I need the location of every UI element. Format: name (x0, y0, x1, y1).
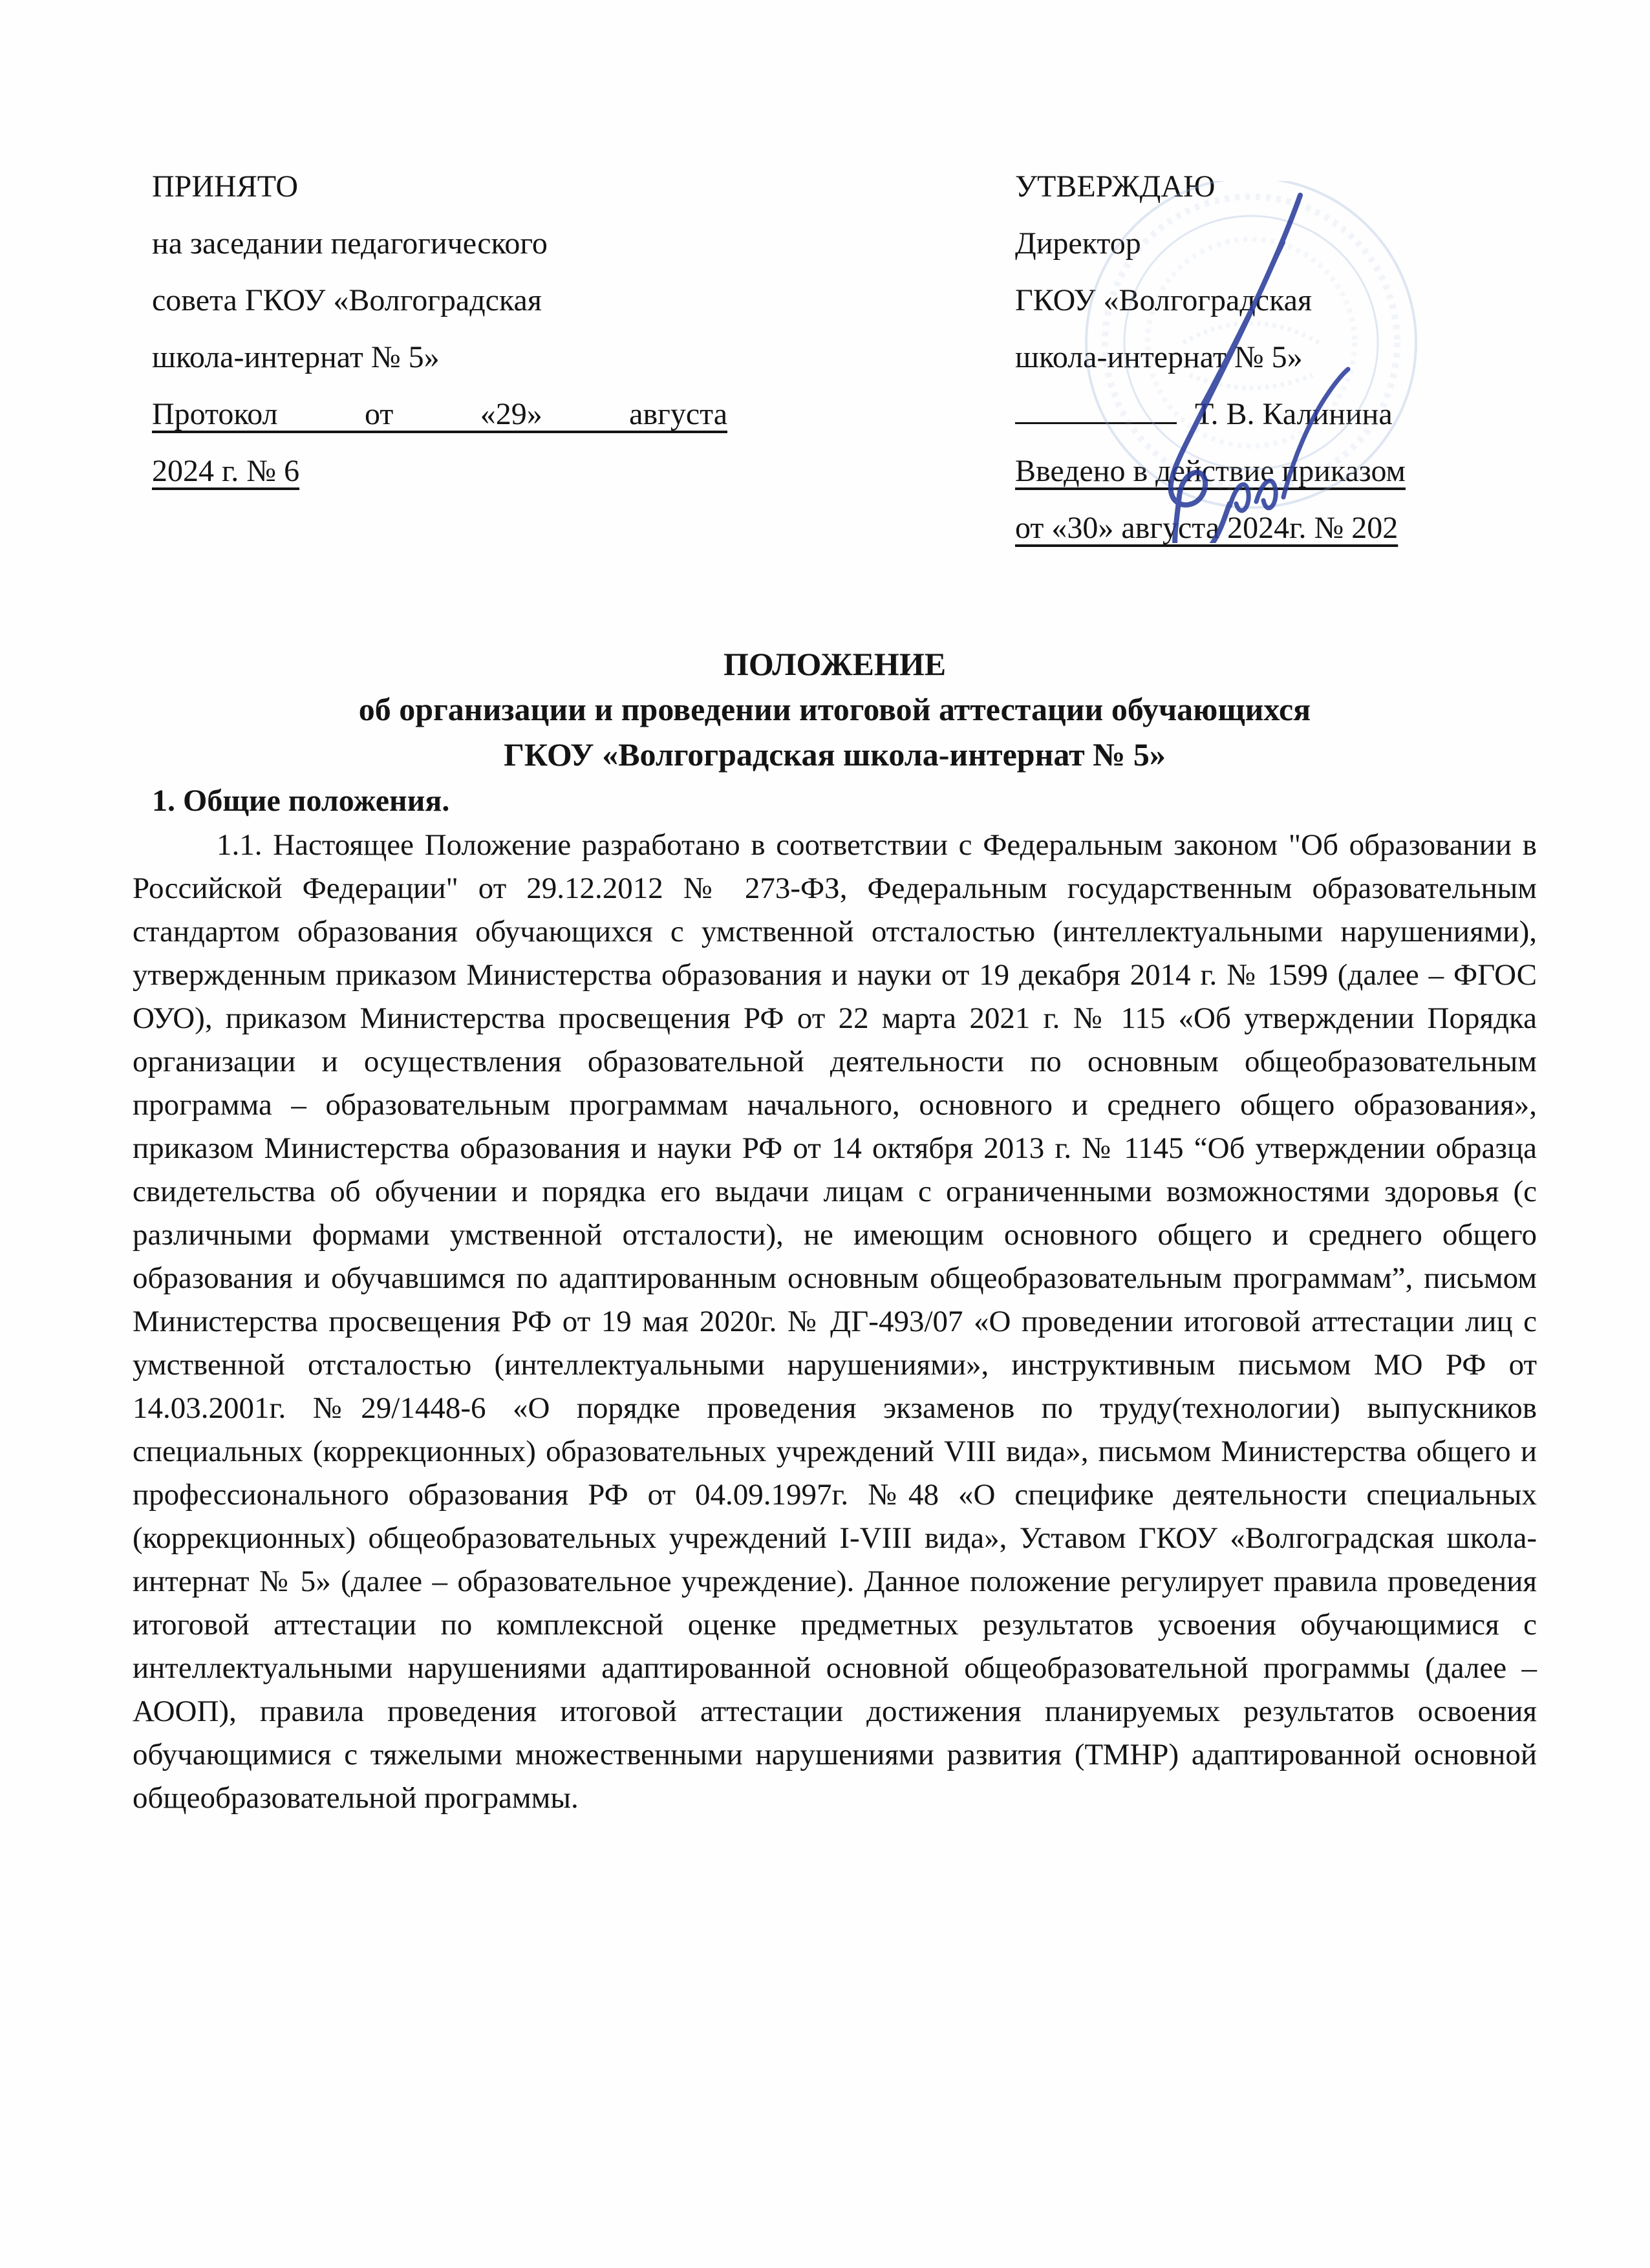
order-line-text: Введено в действие приказом (1015, 454, 1406, 488)
protocol-date-line (152, 443, 727, 500)
document-content (133, 158, 1537, 1820)
accepted-block (152, 158, 727, 500)
paragraph-1-1: 1.1. Настоящее Положение разработано в соответствии с Федеральным законом "Об образовании в Российской Федерации" от 29.12.2012 № 273-ФЗ, Федеральным государственным образовательным стандартом образования обучающихся с умственной отсталостью (интеллектуальными нарушениями), утвержденным приказом Министерства образования и науки от 19 декабря 2014 г. № 1599 (далее – ФГОС ОУО), приказом Министерства просвещения РФ от 22 марта 2021 г. № 115 «Об утверждении Порядка организации и осуществления образовательной деятельности по основным общеобразовательным программа – образовательным программам начального, основного и среднего общего образования», приказом Министерства образования и науки РФ от 14 октября 2013 г. № 1145 “Об утверждении образца свидетельства об обучении и порядка его выдачи лицам с ограниченными возможностями здоровья (с различными формами умственной отсталости), не имеющим основного общего и среднего общего образования и обучавшимся по адаптированным основным общеобразовательным программам”, письмом Министерства просвещения РФ от 19 мая 2020г. № ДГ-493/07 «О проведении итоговой аттестации лиц с умственной отсталостью (интеллектуальными нарушениями», инструктивным письмом МО РФ от 14.03.2001г. №29/1448-6 «О порядке проведения экзаменов по труду(технологии) выпускников специальных (коррекционных) образовательных учреждений VIII вида», письмом Министерства общего и профессионального образования РФ от 04.09.1997г. №48 «О специфике деятельности специальных (коррекционных) общеобразовательных учреждений I-VIII вида», Уставом ГКОУ «Волгоградская школа-интернат № 5» (далее – образовательное учреждение). Данное положение регулирует правила проведения итоговой аттестации по комплексной оценке предметных результатов усвоения обучающимися с интеллектуальными нарушениями адаптированной основной общеобразовательной программы (далее – АООП), правила проведения итоговой аттестации достижения планируемых результатов освоения обучающимися с тяжелыми множественными нарушениями развития (ТМНР) адаптированной основной общеобразовательной программы. (133, 828, 1537, 1815)
document-title-line: ПОЛОЖЕНИЕ (723, 646, 947, 682)
protocol-line: Протокол от «29» августа (152, 397, 727, 431)
order-date-text: от «30» августа 2024г. № 202 (1015, 511, 1398, 545)
accepted-title: ПРИНЯТО (152, 169, 299, 204)
approved-title: УТВЕРЖДАЮ (1015, 169, 1216, 204)
order-line (1015, 443, 1539, 500)
document-title-line: ГКОУ «Волгоградская школа-интернат № 5» (504, 736, 1166, 773)
document-header (133, 158, 1537, 562)
signature-row (1015, 386, 1539, 443)
signature-line (1015, 391, 1177, 424)
approved-block (1015, 158, 1539, 557)
organization-line: ГКОУ «Волгоградская (1015, 283, 1312, 317)
document-title-line: об организации и проведении итоговой аттестации обучающихся (358, 691, 1311, 727)
organization-line: школа-интернат № 5» (1015, 340, 1303, 374)
director-label: Директор (1015, 226, 1141, 261)
protocol-date-text: 2024 г. № 6 (152, 454, 300, 488)
accepted-line: совета ГКОУ «Волгоградская (152, 283, 542, 317)
accepted-line: на заседании педагогического (152, 226, 548, 261)
document-title (133, 641, 1537, 777)
order-date-line (1015, 500, 1539, 557)
director-name: Т. В. Калинина (1195, 397, 1393, 431)
accepted-line: школа-интернат № 5» (152, 340, 440, 374)
section-heading: 1. Общие положения. (152, 784, 450, 818)
